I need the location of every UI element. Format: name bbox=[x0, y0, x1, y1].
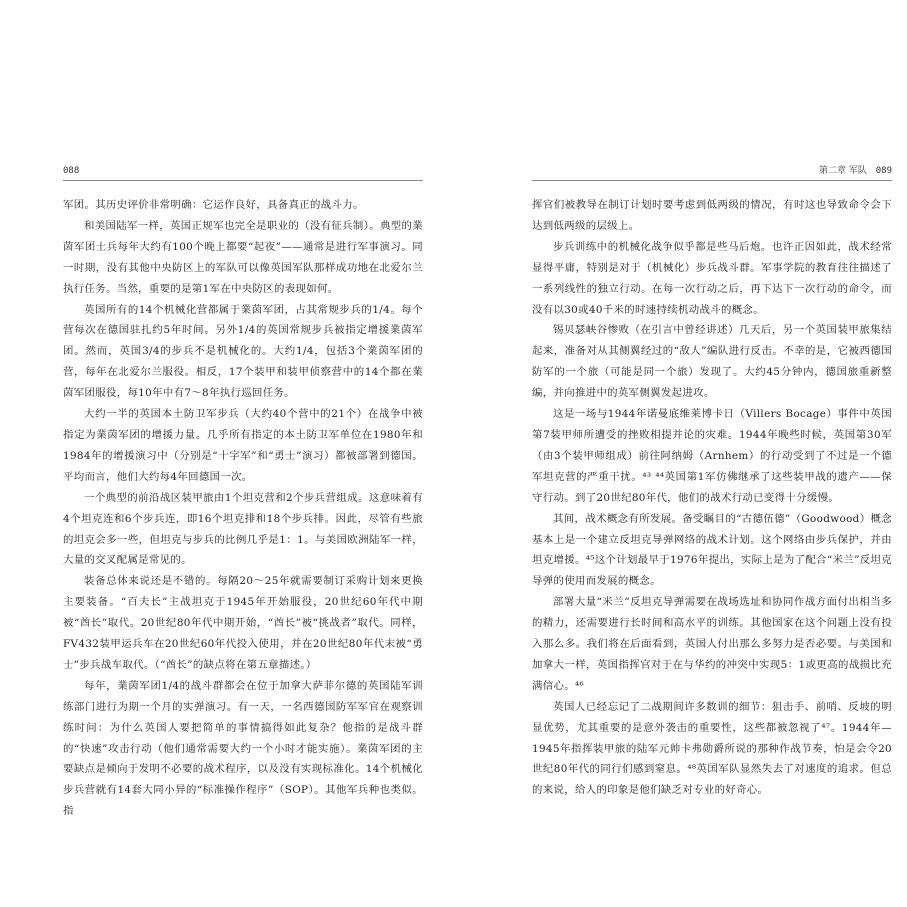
right-page bbox=[532, 162, 892, 801]
left-page-body bbox=[63, 195, 423, 822]
paragraph: 部署大量“米兰”反坦克导弹需要在战场选址和协同作战方面付出相当多的精力，还需要进行长时间和高水平的训练。其他国家在这个问题上没有投入那么多。我们将在后面看到，英国人付出那么多努力是否必要。与美国和加拿大一样，英国指挥官对于在与华约的冲突中实现5：1或更高的战损比充满信心。⁴⁶ bbox=[532, 596, 892, 692]
paragraph: 步兵训练中的机械化战争似乎都是些马后炮。也许正因如此，战术经常显得平庸，特别是对于（机械化）步兵战斗群。军事学院的教育往往描述了一系列线性的独立行动。在每一次行动之后，再下达下一次行动的命令，而没有以30或40千米的时速持续机动战斗的概念。 bbox=[532, 240, 892, 316]
paragraph: 英国所有的14个机械化营都属于業茵军团，占其常规步兵的1/4。每个营每次在德国驻扎约5年时间。另外1/4的英国常规步兵被指定增援業茵军团。然而，英国3/4的步兵不是机械化的。大约1/4，包括3个業茵军团的营，每年在北爱尔兰服役。相反，17个装甲和装甲侦察营中的14个都在業茵军团服役，每10年中有7～8年执行巡回任务。 bbox=[63, 303, 423, 400]
paragraph: 和美国陆军一样，英国正规军也完全是职业的（没有征兵制）。典型的業茵军团士兵每年大约有100个晚上都要“起夜”——通常是进行军事演习。同一时期，没有其他中央防区上的军队可以像英国军队那样成功地在北爱尔兰执行任务。当然，重要的是第1军在中央防区的表现如何。 bbox=[63, 219, 423, 295]
paragraph: 装备总体来说还是不错的。每隔20～25年就需要制订采购计划来更换主要装备。“百夫长”主战坦克于1945年开始服役，20世纪60年代中期被“酋长”取代。20世纪80年代中期开始，“酋长”被“挑战者”取代。同样，FV432装甲运兵车在20世纪60年代投入使用，并在20世纪80年代末被“勇士”步兵战车取代。（“酋长”的缺点将在第五章描述。） bbox=[63, 575, 423, 671]
paragraph: 挥官们被教导在制订计划时要考虑到低两级的情况，有时这也导致命令会下达到低两级的层级上。 bbox=[532, 199, 892, 232]
page-number: 088 bbox=[63, 166, 80, 176]
paragraph: 其间，战术概念有所发展。备受瞩目的“古德伍德”（Goodwood）概念基本上是一个建立反坦克导弹网络的战术计划。这个网络由步兵保护，并由坦克增援。⁴⁵这个计划最早于1976年提出，实际上是为了配合“米兰”反坦克导弹的使用而发展的概念。 bbox=[532, 512, 892, 588]
right-page-body bbox=[532, 195, 892, 801]
paragraph: 锡贝瑟峡谷惨败（在引言中曾经讲述）几天后，另一个英国装甲旅集结起来，准备对从其侧翼经过的“敌人”编队进行反击。不幸的是，它被西德国防军的一个旅（可能是同一个旅）发现了。大约45分钟内，德国旅重新整编，并向推进中的英军侧翼发起进攻。 bbox=[532, 324, 892, 400]
paragraph: 每年，業茵军团1/4的战斗群都会在位于加拿大萨菲尔德的英国陆军训练部门进行为期一个月的实弹演习。有一天，一名西德国防军军官在观察训练时问：为什么英国人要把简单的事情搞得如此复杂？他指的是战斗群的“快速”攻击行动（他们通常需要大约一个小时才能实施）。業茵军团的主要缺点是倾向于发明不必要的战术程序，以及没有实现标准化。14个机械化步兵营就有14套大同小异的“标准操作程序”（SOP）。其他军兵种也类似。指 bbox=[63, 679, 423, 818]
left-page-header bbox=[63, 162, 423, 181]
paragraph: 大约一半的英国本土防卫军步兵（大约40个营中的21个）在战争中被指定为業茵军团的增援力量。几乎所有指定的本土防卫军单位在1980年和1984年的增援演习中（分别是“十字军”和“勇士”演习）都被部署到德国。平均而言，他们大约每4年回德国一次。 bbox=[63, 408, 423, 483]
running-section-title: 第二章 军队 bbox=[818, 166, 867, 176]
paragraph: 这是一场与1944年诺曼底维莱博卡日（Villers Bocage）事件中英国第7装甲师所遭受的挫败相提并论的灾难。1944年晚些时候，英国第30军（由3个装甲师组成）前往阿纳姆（Arnhem）的行动受到了不过是一个德军坦克营的严重干扰。⁴³ ⁴⁴英国第1军仿佛继承了这些装甲战的遗产——保守行动。到了20世纪80年代，他们的战术行动已变得十分缓慢。 bbox=[532, 408, 892, 504]
right-page-header bbox=[532, 162, 892, 181]
paragraph: 军团。其历史评价非常明确：它运作良好，具备真正的战斗力。 bbox=[63, 199, 364, 211]
paragraph: 英国人已经忘记了二战期间许多数训的细节：狙击手、前哨、反坡的明显优势，尤其重要的是意外袭击的重要性，这些都被忽视了⁴⁷。1944年—1945年指挥装甲旅的陆军元帅卡弗勋爵所说的那种作战节奏，怕是会令20世纪80年代的同行们感到窒息。⁴⁸英国军队显然失去了对速度的追求。但总的来说，给人的印象是他们缺乏对专业的好奇心。 bbox=[532, 700, 892, 797]
page-number: 089 bbox=[875, 166, 892, 176]
paragraph: 一个典型的前沿战区装甲旅由1个坦克营和2个步兵营组成。这意味着有4个坦克连和6个步兵连，即16个坦克排和18个步兵排。因此，尽管有些旅的坦克会多一些，但坦克与步兵的比例几乎是1：1。与美国欧洲陆军一样，大量的交叉配属是常见的。 bbox=[63, 491, 423, 567]
left-page bbox=[63, 162, 423, 822]
